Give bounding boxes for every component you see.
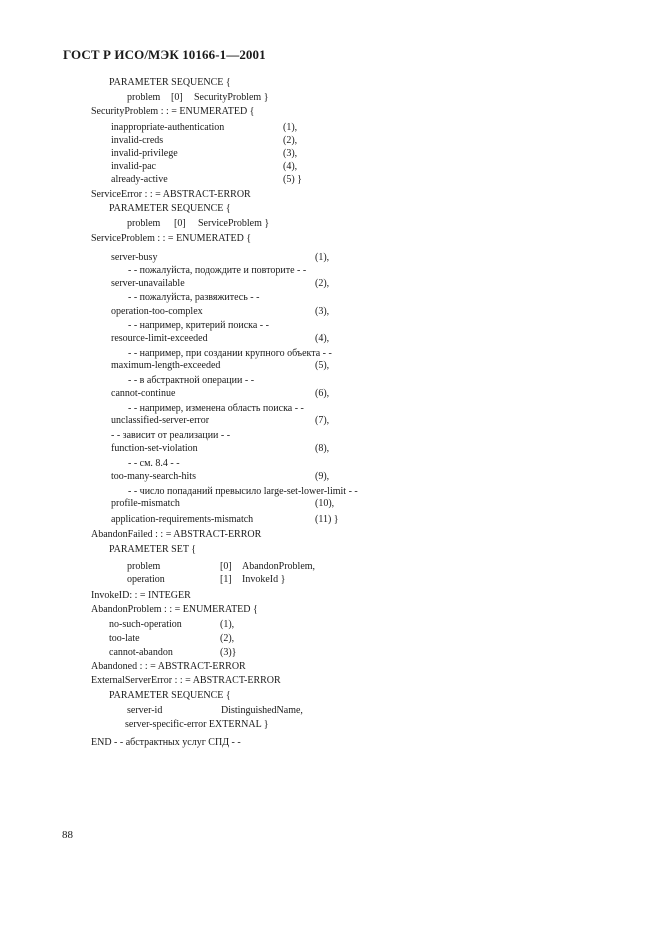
code-line: AbandonFailed : : = ABSTRACT-ERROR — [91, 529, 262, 540]
code-line: already-active — [111, 174, 168, 185]
code-line: (3), — [315, 306, 330, 317]
code-line: PARAMETER SET { — [109, 544, 197, 555]
code-line: application-requirements-mismatch — [111, 514, 254, 525]
code-line: (9), — [315, 471, 330, 482]
code-line: invalid-privilege — [111, 148, 178, 159]
code-line: - - зависит от реализации - - — [111, 430, 231, 441]
code-line: [0] — [174, 218, 186, 229]
code-line: operation-too-complex — [111, 306, 203, 317]
page-number: 88 — [62, 829, 73, 841]
code-line: operation — [127, 574, 165, 585]
code-line: PARAMETER SEQUENCE { — [109, 203, 231, 214]
code-line: server-id — [127, 705, 163, 716]
code-line: SecurityProblem } — [194, 92, 269, 103]
code-line: (3), — [283, 148, 298, 159]
code-line: cannot-continue — [111, 388, 176, 399]
code-line: (5), — [315, 360, 330, 371]
code-line: SecurityProblem : : = ENUMERATED { — [91, 106, 255, 117]
code-line: - - число попаданий превысило large-set-lower-limit - - — [128, 486, 358, 497]
code-line: function-set-violation — [111, 443, 198, 454]
code-line: maximum-length-exceeded — [111, 360, 221, 371]
code-line: ServiceProblem : : = ENUMERATED { — [91, 233, 252, 244]
code-line: unclassified-server-error — [111, 415, 210, 426]
code-line: server-unavailable — [111, 278, 185, 289]
code-line: too-late — [109, 633, 140, 644]
code-line: AbandonProblem : : = ENUMERATED { — [91, 604, 258, 615]
code-line: (5) } — [283, 174, 302, 185]
code-line: (10), — [315, 498, 335, 509]
page-header: ГОСТ Р ИСО/МЭК 10166-1—2001 — [63, 47, 266, 62]
code-line: [0] — [220, 561, 232, 572]
code-line: (4), — [283, 161, 298, 172]
code-line: (2), — [315, 278, 330, 289]
code-line: server-specific-error EXTERNAL } — [125, 719, 269, 730]
code-line: ServiceProblem } — [198, 218, 270, 229]
code-line: DistinguishedName, — [221, 705, 303, 716]
code-line: (3)} — [220, 647, 237, 658]
code-line: [1] — [220, 574, 232, 585]
code-line: PARAMETER SEQUENCE { — [109, 690, 231, 701]
code-line: InvokeID: : = INTEGER — [91, 590, 191, 601]
code-line: inappropriate-authentication — [111, 122, 225, 133]
code-line: too-many-search-hits — [111, 471, 196, 482]
code-line: (8), — [315, 443, 330, 454]
code-line: profile-mismatch — [111, 498, 180, 509]
code-line: no-such-operation — [109, 619, 182, 630]
code-line: problem — [127, 92, 161, 103]
code-line: - - см. 8.4 - - — [128, 458, 180, 469]
code-line: Abandoned : : = ABSTRACT-ERROR — [91, 661, 246, 672]
code-line: (6), — [315, 388, 330, 399]
code-line: - - в абстрактной операции - - — [128, 375, 255, 386]
code-line: (4), — [315, 333, 330, 344]
code-line: invalid-pac — [111, 161, 156, 172]
code-line: (7), — [315, 415, 330, 426]
code-line: problem — [127, 218, 161, 229]
code-line: - - пожалуйста, подождите и повторите - - — [128, 265, 307, 276]
code-line: - - например, при создании крупного объекта - - — [128, 348, 332, 359]
code-line: PARAMETER SEQUENCE { — [109, 77, 231, 88]
code-line: - - например, изменена область поиска - - — [128, 403, 304, 414]
code-line: ExternalServerError : : = ABSTRACT-ERROR — [91, 675, 281, 686]
code-line: (11) } — [315, 514, 339, 525]
code-line: server-busy — [111, 252, 158, 263]
code-line: - - пожалуйста, развяжитесь - - — [128, 292, 260, 303]
code-line: InvokeId } — [242, 574, 286, 585]
code-line: (1), — [315, 252, 330, 263]
code-line: (1), — [220, 619, 235, 630]
code-line: ServiceError : : = ABSTRACT-ERROR — [91, 189, 251, 200]
code-line: (1), — [283, 122, 298, 133]
code-line: (2), — [283, 135, 298, 146]
code-line: AbandonProblem, — [242, 561, 316, 572]
code-line: problem — [127, 561, 161, 572]
code-line: cannot-abandon — [109, 647, 173, 658]
code-line: resource-limit-exceeded — [111, 333, 208, 344]
code-line: (2), — [220, 633, 235, 644]
code-line: [0] — [171, 92, 183, 103]
code-line: invalid-creds — [111, 135, 164, 146]
code-line: - - например, критерий поиска - - — [128, 320, 269, 331]
code-line: END - - абстрактных услуг СПД - - — [91, 737, 241, 748]
